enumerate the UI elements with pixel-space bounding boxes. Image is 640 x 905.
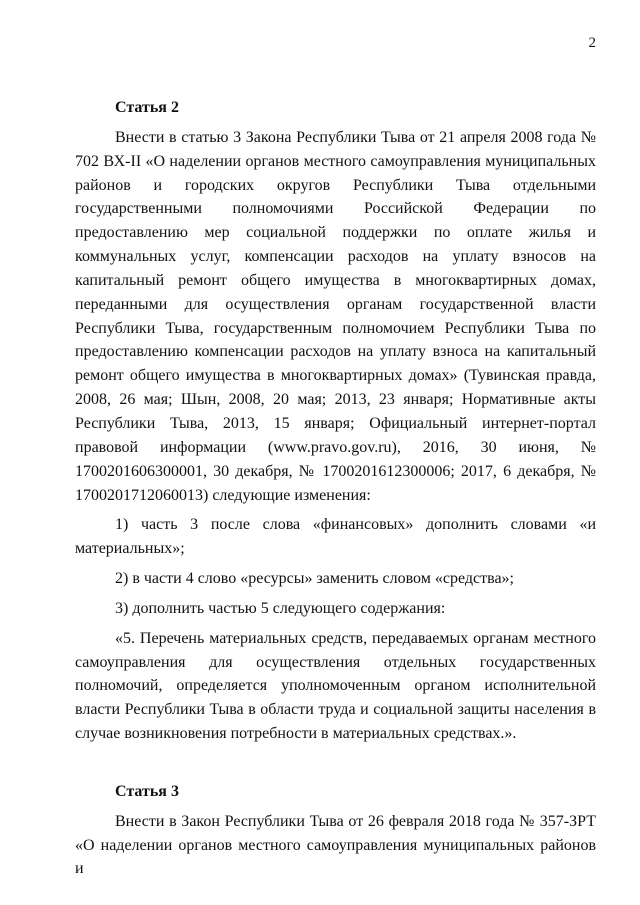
article-3-title: Статья 3 <box>115 782 179 800</box>
spacer <box>75 746 596 780</box>
article-2-item-4: «5. Перечень материальных средств, передаваемых органам местного самоуправления для осуществления отдельных государственных полномочий, определяется уполномоченным органом исполнительной власти Республики Тыва в области труда и социальной защиты населения в случае возникновения потребности в материальных средствах.». <box>75 629 596 743</box>
article-2-item-1: 1) часть 3 после слова «финансовых» дополнить словами «и материальных»; <box>75 516 596 558</box>
document-body <box>75 96 596 881</box>
article-2-title: Статья 2 <box>115 99 179 116</box>
page-number: 2 <box>588 35 596 51</box>
article-2-item-3: 3) дополнить частью 5 следующего содержания: <box>115 599 446 617</box>
article-2-intro: Внести в статью 3 Закона Республики Тыва от 21 апреля 2008 года № 702 ВХ-II «О наделении органов местного самоуправления муниципальных районов и городских округов Республики Тыва отдельными государственными полномочиями Российской Федерации по предоставлению мер социальной поддержки по оплате жилья и коммунальных услуг, компенсации расходов на уплату взносов на капитальный ремонт общего имущества в многоквартирных домах, переданными для осуществления органам государственной власти Республики Тыва, государственным полномочием Республики Тыва по предоставлению компенсации расходов на уплату взноса на капитальный ремонт общего имущества в многоквартирных домах» (Тувинская правда, 2008, 26 мая; Шын, 2008, 20 мая; 2013, 23 января; Нормативные акты Республики Тыва, 2013, 15 января; Официальный интернет-портал правовой информации (www.pravo.gov.ru), 2016, 30 июня, № 1700201606300001, 30 декабря, № 1700201612300006; 2017, 6 декабря, № 1700201712060013) следующие изменения: <box>75 128 596 504</box>
article-2-item-2: 2) в части 4 слово «ресурсы» заменить словом «средства»; <box>115 570 514 588</box>
article-3-intro: Внести в Закон Республики Тыва от 26 февраля 2018 года № 357-ЗРТ «О наделении органов местного самоуправления муниципальных районов и <box>75 812 596 878</box>
